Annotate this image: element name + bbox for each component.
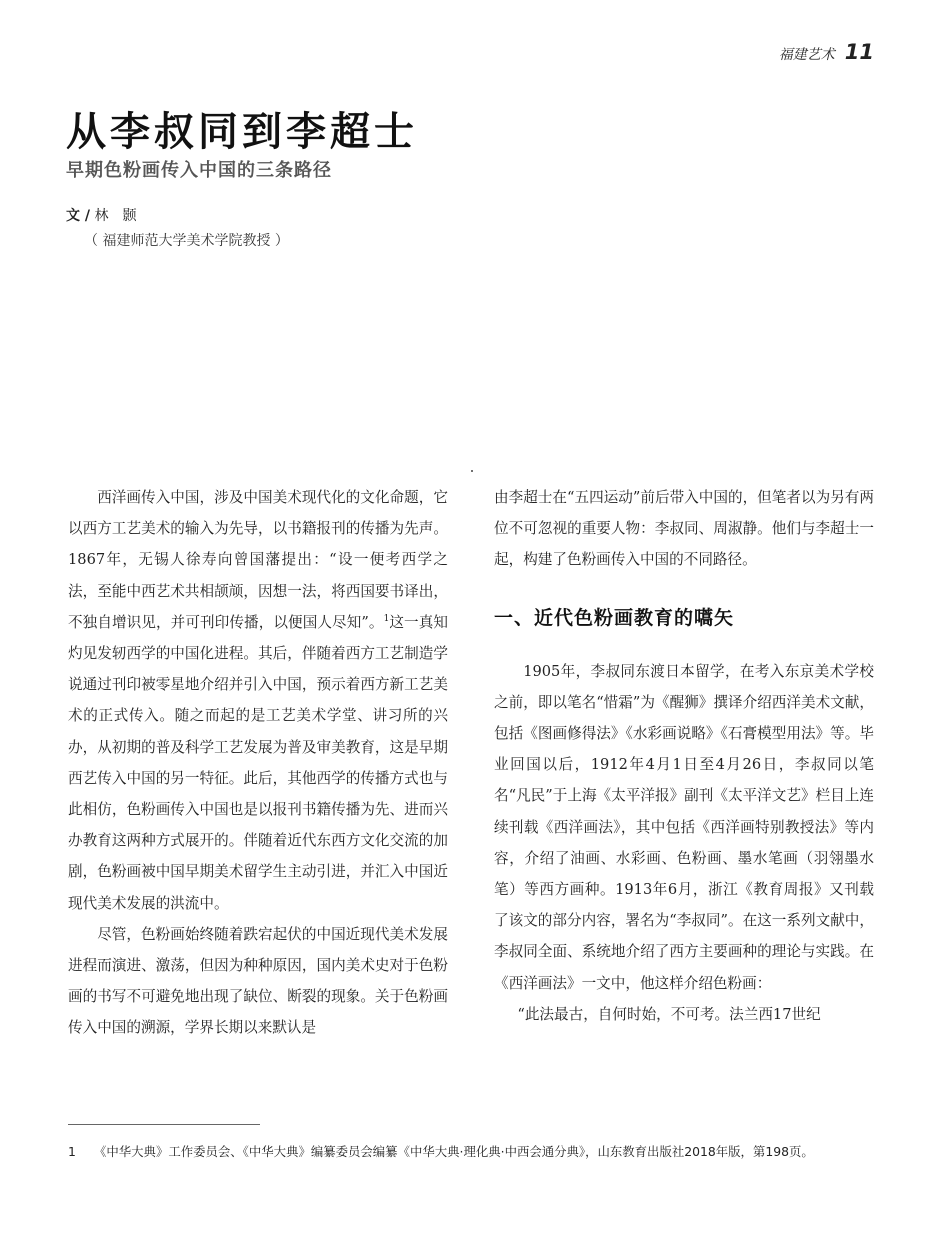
quote-paragraph: “此法最古，自何时始，不可考。法兰西17世纪 <box>517 1005 821 1023</box>
byline-prefix: 文 / <box>66 208 90 224</box>
paragraph-continued: 由李超士在“五四运动”前后带入中国的，但笔者以为另有两位不可忽视的重要人物：李叔同、周淑静。他们与李超士一起，构建了色粉画传入中国的不同路径。 <box>494 489 874 569</box>
right-column <box>494 482 874 1030</box>
paragraph-second: 尽管，色粉画始终随着跌宕起伏的中国近现代美术发展进程而演进、激荡，但因为种种原因，国内美术史对于色粉画的书写不可避免地出现了缺位、断裂的现象。关于色粉画传入中国的溯源，学界长期以来默认是 <box>68 925 448 1037</box>
author-name: 林 颢 <box>90 208 137 224</box>
left-column <box>68 482 448 1044</box>
footnote-ref: 1 <box>383 613 390 624</box>
byline <box>66 205 136 225</box>
page-number: 11 <box>844 40 874 64</box>
paragraph-intro-a: 西洋画传入中国，涉及中国美术现代化的文化命题，它以西方工艺美术的输入为先导，以书籍报刊的传播为先声。1867年，无锡人徐寿向曾国藩提出：“设一便考西学之法，至能中西艺术共相颉颃，因想一法，将西国要书译出，不独自增识见，并可刊印传播，以便国人尽知”。 <box>68 489 448 631</box>
footnote-text: 《中华大典》工作委员会、《中华大典》编纂委员会编纂《中华大典·理化典·中西会通分典》，山东教育出版社2018年版，第198页。 <box>94 1144 814 1159</box>
journal-name: 福建艺术 <box>778 47 835 63</box>
paragraph-intro-b: 这一真知灼见发轫西学的中国化进程。其后，伴随着西方工艺制造学说通过刊印被零星地介绍并引入中国，预示着西方新工艺美术的正式传入。随之而起的是工艺美术学堂、讲习所的兴办，从初期的普及科学工艺发展为普及审美教育，这是早期西艺传入中国的另一特征。此后，其他西学的传播方式也与此相仿，色粉画传入中国也是以报刊书籍传播为先、进而兴办教育这两种方式展开的。伴随着近代东西方文化交流的加剧，色粉画被中国早期美术留学生主动引进，并汇入中国近现代美术发展的洪流中。 <box>68 613 448 912</box>
decorative-dot <box>471 470 473 472</box>
section-heading: 一、近代色粉画教育的嚆矢 <box>494 606 735 629</box>
paragraph-section-1: 1905年，李叔同东渡日本留学，在考入东京美术学校之前，即以笔名“惜霜”为《醒狮》撰译介绍西洋美术文献，包括《图画修得法》《水彩画说略》《石膏模型用法》等。毕业回国以后，1912年4月1日至4月26日，李叔同以笔名“凡民”于上海《太平洋报》副刊《太平洋文艺》栏目上连续刊载《西洋画法》，其中包括《西洋画特别教授法》等内容，介绍了油画、水彩画、色粉画、墨水笔画（羽翎墨水笔）等西方画种。1913年6月，浙江《教育周报》又刊载了该文的部分内容，署名为“李叔同”。在这一系列文献中，李叔同全面、系统地介绍了西方主要画种的理论与实践。在《西洋画法》一文中，他这样介绍色粉画： <box>494 662 874 992</box>
footnote-divider <box>68 1124 260 1125</box>
paragraph-intro <box>68 482 448 919</box>
footnote <box>68 1142 888 1160</box>
article-title: 从李叔同到李超士 <box>66 108 418 155</box>
author-affiliation: （ 福建师范大学美术学院教授 ） <box>84 233 289 249</box>
article-subtitle: 早期色粉画传入中国的三条路径 <box>66 160 332 181</box>
footnote-number: 1 <box>68 1144 76 1159</box>
running-head <box>779 40 874 64</box>
